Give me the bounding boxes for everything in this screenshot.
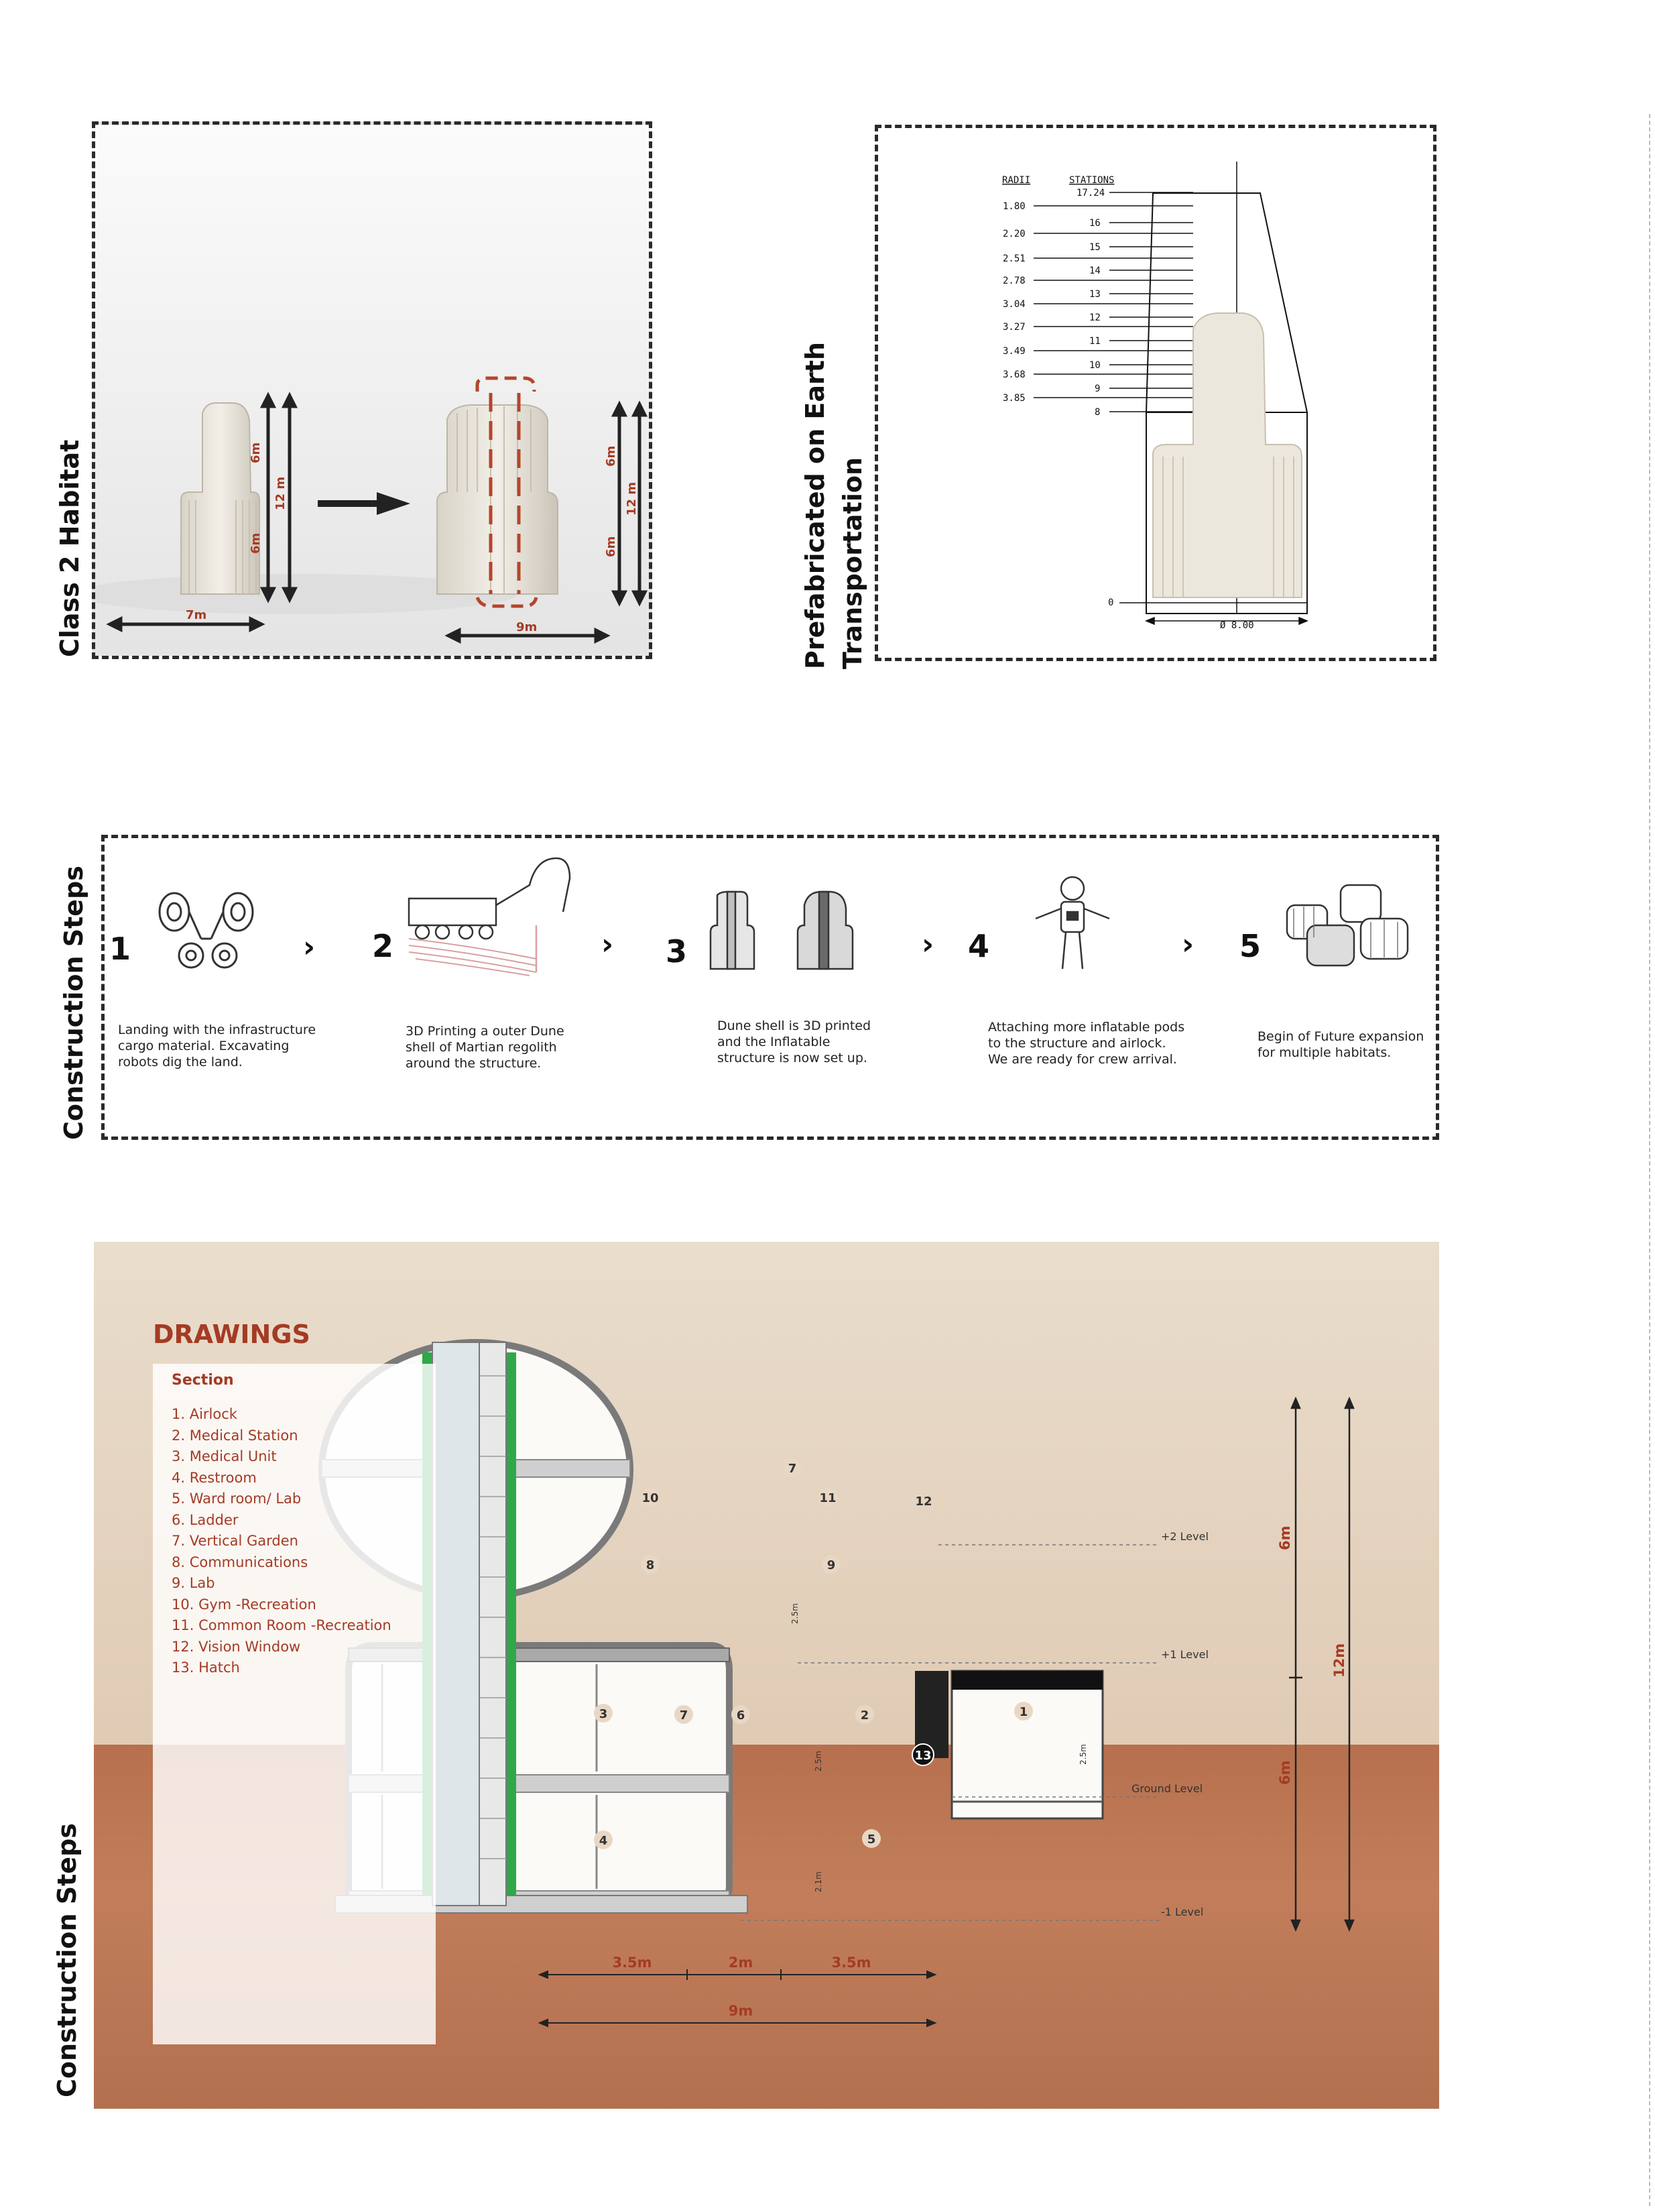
radius-0: 1.80	[1003, 201, 1026, 212]
transform-arrow	[318, 492, 410, 515]
legend-item: 1. Airlock	[172, 1406, 237, 1422]
room-number-6: 6	[736, 1708, 745, 1723]
radii-header: RADII	[1002, 175, 1031, 186]
airlock	[915, 1671, 1103, 1818]
pods-cluster-icon	[1287, 885, 1408, 966]
legend-item: 2. Medical Station	[172, 1427, 298, 1444]
legend-item: 12. Vision Window	[172, 1638, 301, 1655]
page-edge-guide	[1649, 114, 1650, 2206]
dim-width-left: 7m	[186, 608, 207, 622]
astronaut-icon	[1036, 877, 1109, 969]
ladder-shaft	[432, 1342, 479, 1906]
dune-shell-icon	[711, 892, 853, 969]
step-arrow-3: ›	[922, 927, 934, 962]
station-1: 16	[1089, 218, 1101, 229]
step-2-number: 2	[372, 928, 394, 964]
step-arrow-2: ›	[601, 927, 614, 962]
prefab-panel	[875, 125, 1436, 661]
dim-height-total: 12m	[1331, 1643, 1347, 1678]
radius-1: 2.20	[1003, 229, 1026, 239]
radius-5: 3.27	[1003, 322, 1026, 333]
step-3-number: 3	[666, 933, 688, 970]
habitat-render	[95, 125, 649, 656]
legend-item: 8. Communications	[172, 1554, 308, 1570]
dim-total-right: 12 m	[625, 481, 639, 516]
stations-header: STATIONS	[1069, 175, 1115, 186]
legend-item: 5. Ward room/ Lab	[172, 1491, 302, 1507]
room-number-7-upper: 7	[788, 1462, 797, 1476]
level-ground: Ground Level	[1131, 1782, 1203, 1795]
ladder	[479, 1342, 506, 1906]
step-arrow-4: ›	[1182, 927, 1194, 962]
step-5-number: 5	[1239, 928, 1262, 964]
room-height-lower: 2.5m	[814, 1751, 823, 1771]
legend-item: 10. Gym -Recreation	[172, 1596, 316, 1613]
dim-height-lower: 6m	[1277, 1760, 1293, 1785]
legend-item: 11. Common Room -Recreation	[172, 1617, 391, 1633]
room-number-9: 9	[826, 1558, 836, 1572]
dim-lower-left: 6m	[249, 532, 263, 554]
room-number-4: 4	[599, 1834, 608, 1848]
radius-2: 2.51	[1003, 253, 1026, 264]
level-plus2: +2 Level	[1161, 1530, 1209, 1543]
dim-upper-left: 6m	[249, 442, 263, 463]
station-2: 15	[1089, 242, 1101, 253]
room-number-2: 2	[860, 1708, 869, 1723]
radius-7: 3.68	[1003, 369, 1026, 380]
room-number-7-lower: 7	[679, 1708, 688, 1723]
room-height-airlock: 2.5m	[1079, 1744, 1088, 1765]
prefab-label	[796, 342, 871, 669]
station-6: 11	[1089, 336, 1101, 347]
legend-title: Section	[172, 1372, 234, 1389]
vertical-garden-right	[507, 1352, 516, 1896]
dim-height-upper: 6m	[1277, 1525, 1293, 1550]
room-number-12: 12	[915, 1495, 932, 1509]
step-5-text: Begin of Future expansion for multiple habitats.	[1258, 1029, 1424, 1060]
prefab-technical-drawing	[878, 128, 1433, 658]
room-number-1: 1	[1019, 1705, 1028, 1719]
radius-4: 3.04	[1003, 299, 1026, 310]
basement-height: 2.1m	[814, 1871, 823, 1892]
dim-width-2: 2m	[728, 1955, 753, 1971]
legend-item: 13. Hatch	[172, 1660, 240, 1676]
dim-width-3: 3.5m	[831, 1955, 871, 1971]
room-number-13: 13	[914, 1749, 932, 1763]
station-7: 10	[1089, 360, 1101, 371]
legend-item: 9. Lab	[172, 1575, 215, 1591]
step-2-text: 3D Printing a outer Dune shell of Martian regolith around the structure.	[406, 1024, 564, 1071]
room-number-5: 5	[867, 1832, 876, 1847]
habitat-right	[437, 378, 558, 606]
legend-list	[172, 1404, 391, 1679]
room-number-11: 11	[819, 1491, 837, 1505]
prefab-label-line2: Transportation	[838, 457, 867, 669]
dim-width-right: 9m	[516, 620, 538, 634]
construction-steps-label: Construction Steps	[59, 866, 88, 1140]
station-0: 17.24	[1077, 188, 1105, 198]
legend-item: 4. Restroom	[172, 1469, 257, 1486]
level-plus1: +1 Level	[1161, 1648, 1209, 1661]
dim-total-left: 12 m	[273, 476, 288, 510]
room-height-upper: 2.5m	[790, 1603, 800, 1624]
step-1-number: 1	[109, 931, 131, 967]
step-3-text: Dune shell is 3D printed and the Inflatable structure is now set up.	[717, 1018, 871, 1065]
rover-icon	[160, 893, 253, 968]
dim-upper-right: 6m	[604, 445, 618, 467]
drawings-side-label: Construction Steps	[52, 1823, 82, 2097]
level-minus1: -1 Level	[1161, 1906, 1204, 1918]
class2-habitat-panel	[92, 121, 652, 659]
station-4: 13	[1089, 289, 1101, 300]
printer-icon	[409, 858, 570, 976]
legend-item: 6. Ladder	[172, 1511, 239, 1528]
diameter-label: Ø 8.00	[1220, 620, 1254, 631]
section-legend	[153, 1364, 436, 2044]
dim-width-1: 3.5m	[612, 1955, 652, 1971]
room-number-8: 8	[646, 1558, 655, 1572]
room-number-10: 10	[641, 1491, 659, 1505]
dim-width-total: 9m	[728, 2003, 753, 2019]
step-4-number: 4	[968, 928, 990, 964]
radius-6: 3.49	[1003, 346, 1026, 357]
room-number-3: 3	[599, 1707, 608, 1721]
class2-habitat-label: Class 2 Habitat	[55, 439, 84, 657]
radius-8: 3.85	[1003, 393, 1026, 404]
zero-mark: 0	[1108, 597, 1114, 608]
dim-lower-right: 6m	[604, 536, 618, 557]
habitat-left	[181, 403, 259, 594]
station-3: 14	[1089, 266, 1101, 276]
prefab-label-line1: Prefabricated on Earth	[800, 342, 830, 669]
step-4-text: Attaching more inflatable pods to the structure and airlock. We are ready for crew arrival.	[988, 1020, 1185, 1067]
step-arrow-1: ›	[303, 930, 316, 964]
station-8: 9	[1095, 384, 1101, 394]
legend-item: 3. Medical Unit	[172, 1448, 277, 1464]
station-5: 12	[1089, 312, 1101, 323]
legend-item: 7. Vertical Garden	[172, 1533, 298, 1549]
station-9: 8	[1095, 407, 1101, 418]
drawings-title: DRAWINGS	[153, 1320, 310, 1349]
step-1-text: Landing with the infrastructure cargo material. Excavating robots dig the land.	[118, 1023, 316, 1069]
radius-3: 2.78	[1003, 276, 1026, 286]
